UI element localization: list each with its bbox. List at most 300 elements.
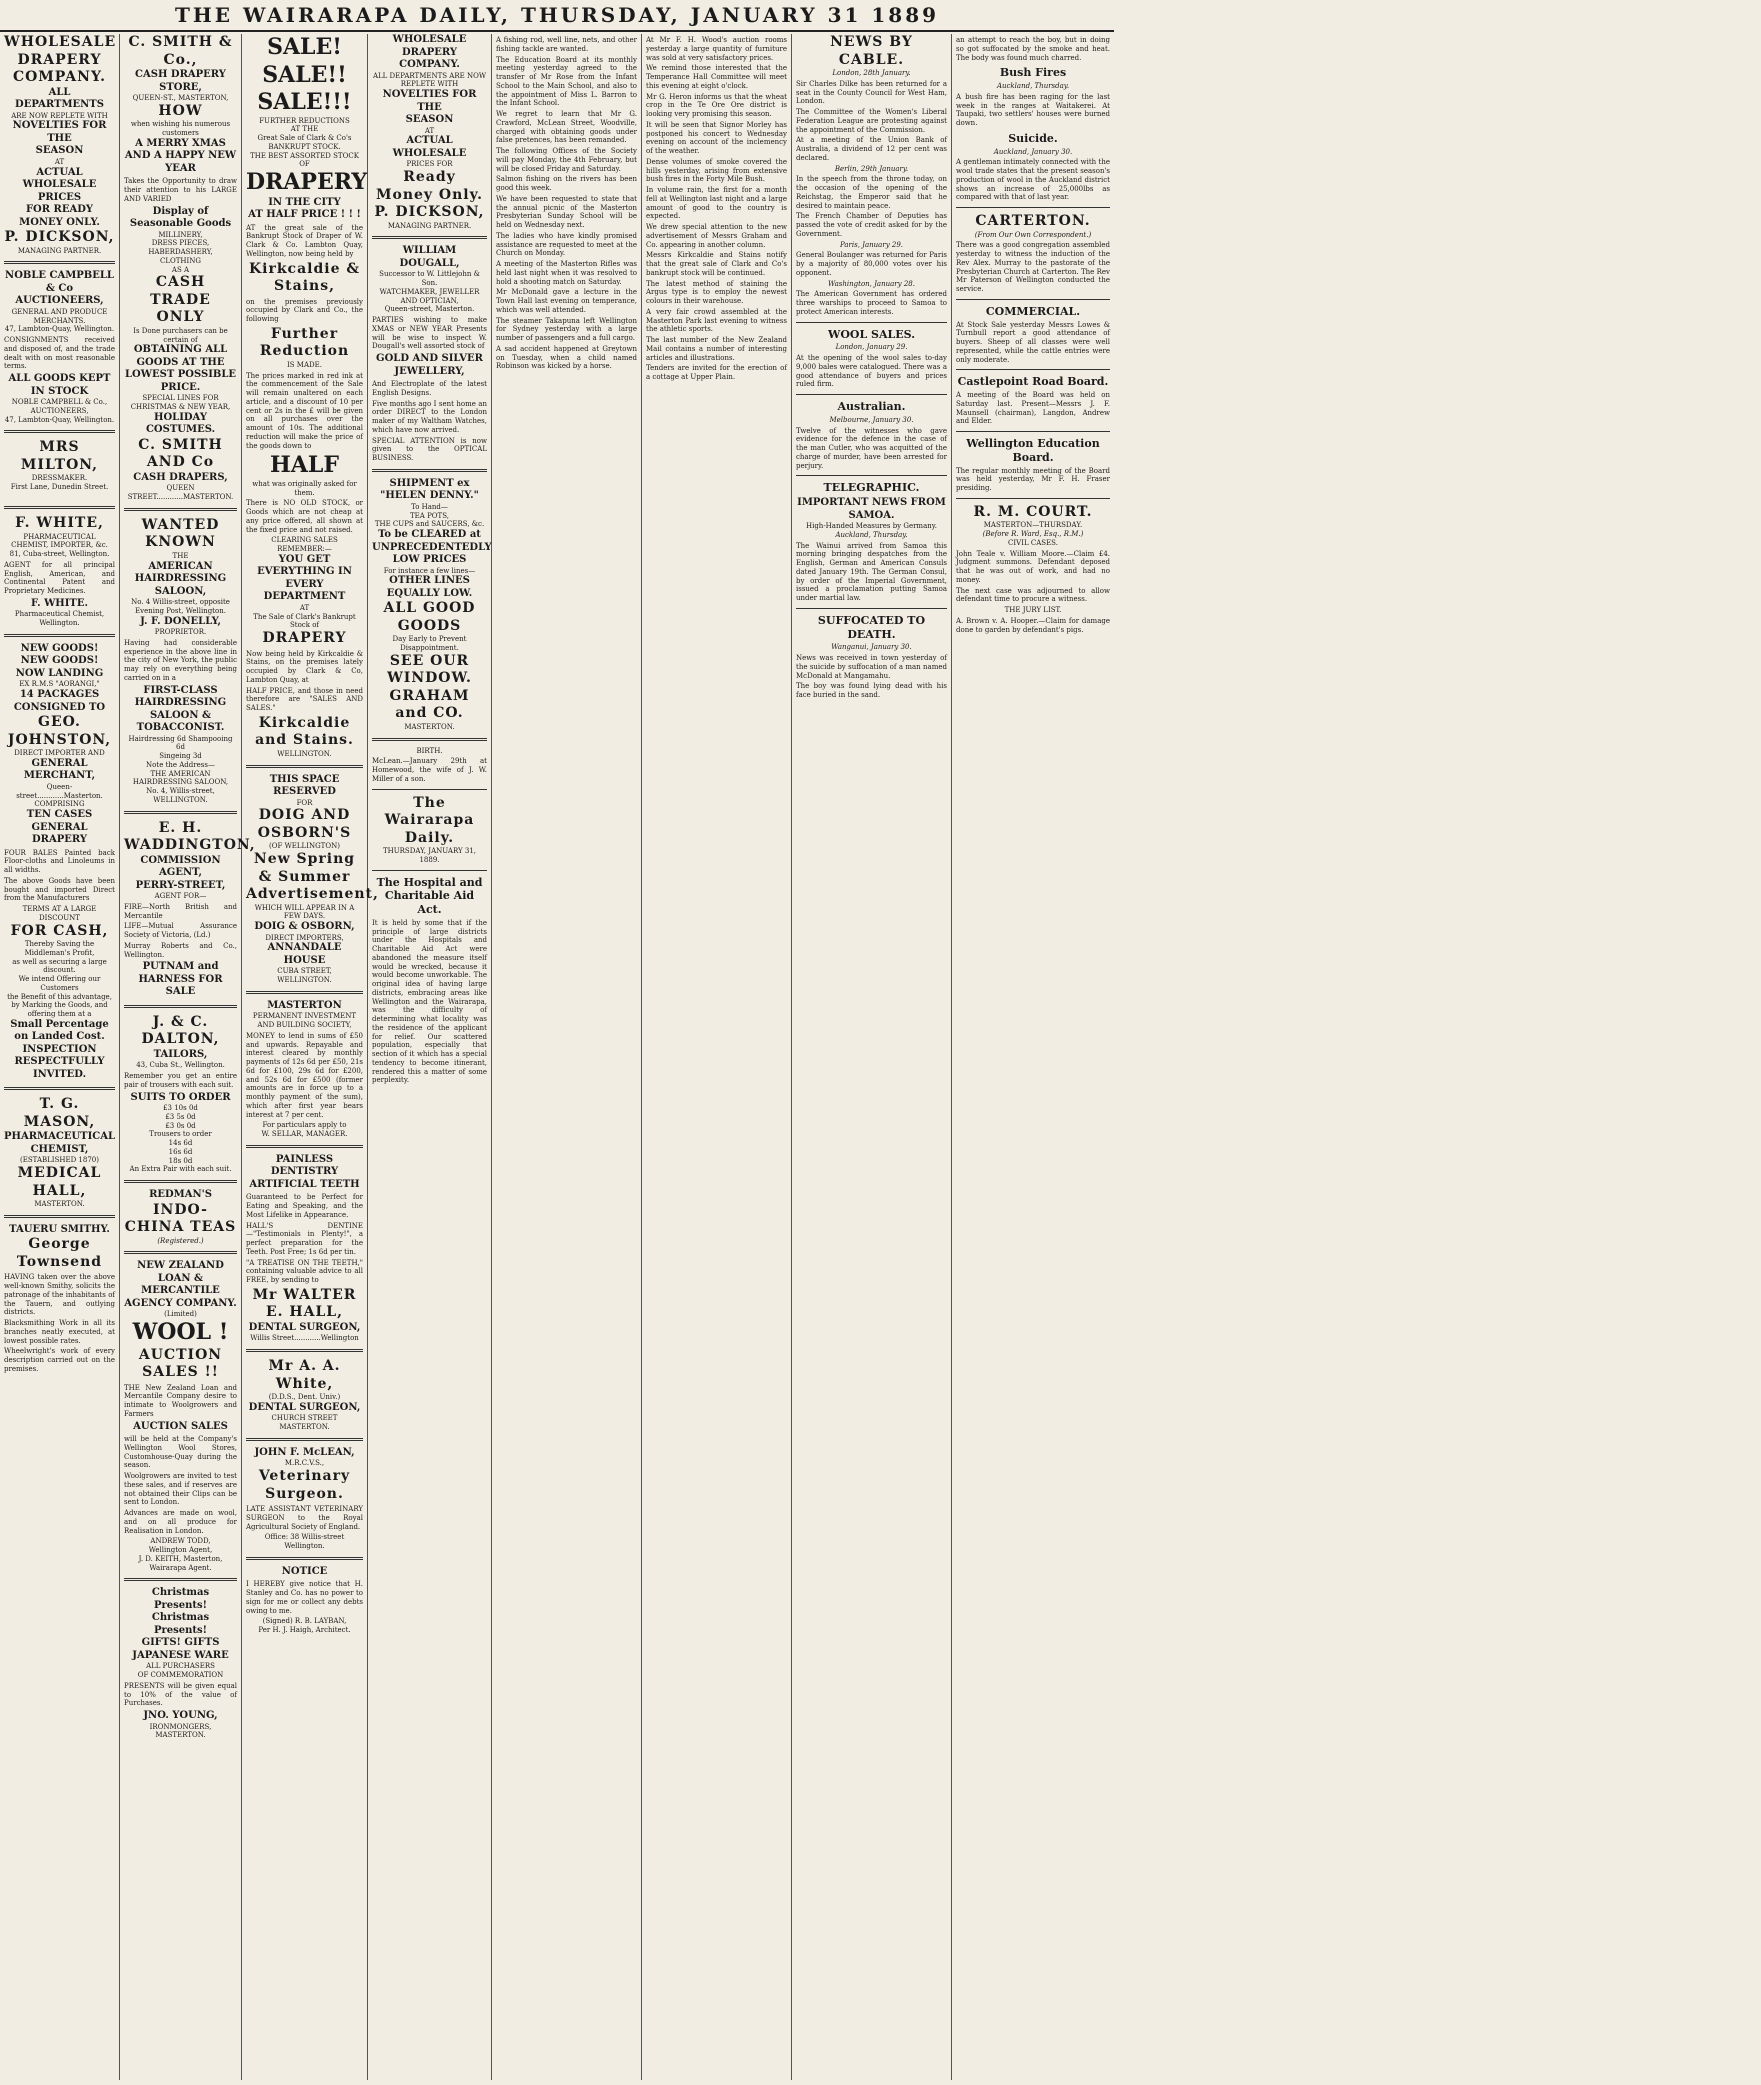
section-heading: COMMERCIAL.: [985, 304, 1081, 318]
ad-line: WELLINGTON.: [277, 749, 332, 758]
section-subheading: IMPORTANT NEWS FROM SAMOA.: [797, 497, 946, 521]
news-paragraph: We remind those interested that the Temperance Hall Committee will meet this evening at eight o'clock.: [646, 64, 787, 90]
ad-line: COMMISSION AGENT,: [140, 854, 221, 878]
ad-body: Remember you get an entire pair of trousers with each suit.: [124, 1072, 237, 1089]
ad-line: GIFTS! GIFTS: [141, 1637, 220, 1649]
news-paragraph: The Education Board at its monthly meeting yesterday agreed to the transfer of Mr Rose from the Infant School to the Main School, and also to the appointment of Miss L. Barron to the Infant School.: [496, 55, 637, 108]
news-paragraph: A fishing rod, well line, nets, and other fishing tackle are wanted.: [496, 36, 637, 53]
ad-line: INVITED.: [32, 1068, 87, 1080]
ad-name: Mr WALTER E. HALL,: [252, 1286, 357, 1321]
ad-line: Is Done purchasers can be certain of: [133, 326, 228, 344]
column-7: [792, 34, 952, 2080]
ad-body: Wheelwright's work of every description carried out on the premises.: [4, 1347, 115, 1373]
ad-line: QUEEN-ST., MASTERTON,: [132, 94, 229, 102]
news-paragraph: The next case was adjourned to allow defendant time to procure a witness.: [956, 586, 1110, 604]
article-heading: The Hospital and Charitable Aid Act.: [376, 875, 483, 916]
news-paragraph: Salmon fishing on the rivers has been good this week.: [496, 175, 637, 192]
ad-line: WHICH WILL APPEAR IN A FEW DAYS.: [254, 903, 355, 921]
ad-body: HALF PRICE, and those in need therefore are "SALES AND SALES.": [246, 686, 363, 712]
news-paragraph: News was received in town yesterday of the suicide by suffocation of a man named McDonald at Mangamahu.: [796, 654, 947, 680]
ad-line: PRICES: [37, 191, 82, 203]
ad-line: EX R.M.S "AORANGI,": [19, 680, 100, 689]
ad-line: NOVELTIES FOR THE: [382, 89, 477, 113]
divider: [372, 236, 487, 239]
price-value: £3 10s 0d: [163, 1104, 198, 1112]
ad-line: Wellington Agent,: [148, 1546, 213, 1554]
ad-name: F. WHITE.: [31, 597, 88, 609]
ad-title: NEW GOODS!: [20, 642, 99, 654]
news-paragraph: Mr G. Heron informs us that the wheat crop in the Te Ore Ore district is looking very promising this season.: [646, 92, 787, 118]
ad-line: W. SELLAR, MANAGER.: [261, 1130, 348, 1138]
ad-line: Day Early to Prevent Disappointment.: [392, 635, 467, 652]
ad-line: CLOTHING: [160, 256, 201, 265]
ad-name: MRS MILTON,: [20, 439, 99, 473]
ad-line: FOR READY MONEY ONLY.: [19, 204, 100, 228]
ad-line: CHURCH STREET MASTERTON.: [271, 1414, 338, 1431]
ad-line: IRONMONGERS, MASTERTON.: [149, 1722, 212, 1740]
ad-name: GEO. JOHNSTON,: [7, 714, 112, 748]
ad-body: Now being held by Kirkcaldie & Stains, on the premises lately occupied by Clark & Co, Lambton Quay, at: [246, 649, 363, 684]
ad-body: SPECIAL ATTENTION is now given to the OPTICAL BUSINESS.: [372, 436, 487, 462]
divider: [246, 1349, 363, 1352]
news-paragraph: Dense volumes of smoke covered the hills yesterday, arising from extensive bush fires in the Forty Mile Bush.: [646, 157, 787, 184]
news-paragraph: The regular monthly meeting of the Board was held yesterday, Mr F. H. Fraser presiding.: [956, 466, 1110, 492]
ad-line: THE AMERICAN HAIRDRESSING SALOON,: [132, 769, 229, 787]
ad-line: CLEARING SALES: [271, 536, 338, 545]
ad-line: DIRECT IMPORTERS,: [265, 933, 344, 942]
ad-name: REDMAN'S: [149, 1189, 212, 1200]
divider: [372, 738, 487, 741]
price-value: £3 5s 0d: [165, 1112, 196, 1121]
ad-line: PERRY-STREET,: [135, 879, 226, 891]
ad-line: WELLINGTON.: [153, 795, 208, 804]
news-paragraph: Sir Charles Dilke has been returned for a seat in the County Council for West Ham, London.: [796, 79, 947, 106]
news-paragraph: In the speech from the throne today, on the occasion of the opening of the Reichstag, the Emperor said that he desired to maintain peace.: [796, 175, 947, 210]
ad-line: FOR: [296, 798, 313, 807]
ad-line: TEN CASES GENERAL DRAPERY: [26, 809, 93, 846]
ad-line: GOLD AND SILVER JEWELLERY,: [376, 353, 483, 377]
ad-line: J. D. KEITH, Masterton, Wairarapa Agent.: [138, 1554, 223, 1572]
ad-title: DRAPERY: [262, 630, 347, 646]
ad-line: AT: [424, 126, 435, 135]
ad-line: PRICES FOR: [406, 160, 453, 169]
ad-line: IN THE CITY: [268, 196, 341, 208]
section-subheading: CIVIL CASES.: [1008, 538, 1058, 547]
ad-line: HABERDASHERY,: [148, 248, 213, 256]
ad-title: SEE OUR WINDOW.: [387, 652, 472, 687]
divider: [372, 469, 487, 472]
column-2: [120, 34, 256, 2080]
ad-line: ALL GOODS KEPT IN STOCK: [8, 373, 111, 397]
ad-line: Pharmaceutical Chemist, Wellington.: [14, 610, 105, 628]
editorial-masthead: The Wairarapa Daily.: [384, 794, 475, 846]
ad-line: For instance a few lines—: [383, 566, 476, 575]
price-value: 3d: [192, 752, 202, 760]
divider: [4, 1215, 115, 1218]
divider: [4, 506, 115, 509]
ad-body: Woolgrowers are invited to test these sales, and if reserves are not obtained their Clips can be sent to London.: [124, 1472, 237, 1507]
ad-line: Willis Street............Wellington: [250, 1334, 359, 1343]
ad-line: DENTAL SURGEON,: [248, 1321, 361, 1333]
ad-line: IS MADE.: [287, 360, 322, 369]
ad-body: Guaranteed to be Perfect for Eating and Speaking, and the Most Lifelike in Appearance.: [246, 1193, 363, 1219]
column-4: [368, 34, 492, 2080]
ad-title: SALE!!!: [257, 89, 352, 115]
section-heading: TELEGRAPHIC.: [823, 481, 920, 495]
news-paragraph: A meeting of the Masterton Rifles was held last night when it was resolved to hold a shooting match on Saturday.: [496, 260, 637, 286]
ad-line: WATCHMAKER, JEWELLER AND OPTICIAN,: [379, 287, 480, 305]
ad-body: Advances are made on wool, and on all produce for Realisation in London.: [124, 1509, 237, 1535]
news-paragraph: John Teale v. William Moore.—Claim £4. Judgment summons. Defendant deposed that he was out of work, and had no money.: [956, 549, 1110, 584]
ad-line: Great Sale of Clark & Co's: [257, 134, 352, 142]
divider: [796, 475, 947, 476]
ad-line: (Signed) R. B. LAYBAN,: [262, 1617, 347, 1626]
ad-body: The prices marked in red ink at the commencement of the Sale will remain unaltered on each article, and a discount of 10 per cent or 2s in the £ will be given on all purchases over the amount of 10s. The additional reduction will make the price of the goods down to: [246, 371, 363, 450]
news-paragraph: The steamer Takapuna left Wellington for Sydney yesterday with a large number of passengers and a full cargo.: [496, 316, 637, 342]
column-8: [952, 34, 1114, 2080]
notice-body: McLean.—January 29th at Homewood, the wife of J. W. Miller of a son.: [372, 757, 487, 783]
ad-line: Display of Seasonable Goods: [129, 205, 232, 229]
ad-line: SEASON: [35, 145, 84, 157]
ad-body: LATE ASSISTANT VETERINARY SURGEON to the Royal Agricultural Society of England.: [246, 1505, 363, 1531]
ad-line: TEA POTS,: [410, 511, 449, 520]
divider: [956, 369, 1110, 370]
section-heading: BIRTH.: [416, 746, 443, 755]
ad-line: Note the Address—: [146, 760, 215, 769]
ad-title: MEDICAL HALL,: [17, 1165, 102, 1199]
divider: [956, 207, 1110, 208]
ad-body: Five months ago I sent home an order DIRECT to the London maker of my Waltham Watches, which have now arrived.: [372, 399, 487, 434]
price-label: Hairdressing: [128, 734, 175, 743]
dateline: Melbourne, January 30.: [829, 415, 914, 424]
section-subheading: High-Handed Measures by Germany.: [805, 522, 937, 530]
news-paragraph: Messrs Kirkcaldie and Stains notify that the great sale of Clark and Co's bankrupt stock will be continued.: [646, 251, 787, 277]
ad-name: DOIG & OSBORN,: [254, 921, 355, 932]
section-heading: R. M. COURT.: [973, 503, 1093, 520]
ad-line: TAILORS,: [153, 1048, 208, 1060]
news-paragraph: General Boulanger was returned for Paris by a majority of 80,000 votes over his opponent.: [796, 251, 947, 277]
ad-line: Small Percentage on Landed Cost.: [10, 1018, 109, 1043]
ad-line: the Benefit of this advantage, by Marking the Goods, and offering them at a: [7, 992, 112, 1019]
ad-line: AT: [299, 603, 310, 612]
ad-line: To be CLEARED at UNPRECEDENTEDLY LOW PRICES: [372, 529, 492, 565]
news-paragraph: It will be seen that Signor Morley has postponed his concert to Wednesday evening on account of the inclemency of the weather.: [646, 120, 787, 155]
ad-title: ALL GOOD GOODS: [383, 600, 476, 634]
ad-title: NOTICE: [281, 1565, 328, 1577]
ad-line: We intend Offering our Customers: [18, 975, 101, 992]
ad-line: MANAGING PARTNER.: [387, 221, 472, 230]
ad-name: J. F. DONELLY,: [140, 615, 221, 627]
article-filler: [372, 1087, 487, 1095]
ad-body: CONSIGNMENTS received and disposed of, and the trade dealt with on most reasonable terms.: [4, 336, 115, 371]
ad-line: ALL PURCHASERS: [146, 1662, 215, 1671]
ad-line: ACTUAL WHOLESALE: [22, 166, 97, 190]
ad-title: SALE!!: [262, 61, 347, 88]
ad-line: OTHER LINES EQUALLY LOW.: [386, 575, 473, 599]
news-paragraph: A. Brown v. A. Hooper.—Claim for damage done to garden by defendant's pigs.: [956, 616, 1110, 634]
ad-line: CASH DRAPERY STORE,: [135, 69, 226, 93]
ad-body: PRESENTS will be given equal to 10% of the value of Purchases.: [124, 1681, 237, 1708]
divider: [372, 789, 487, 790]
ad-body: AT the great sale of the Bankrupt Stock of Draper of W. Clark & Co. Lambton Quay, Wellington, now being held by: [246, 223, 363, 258]
ad-title: SALE!: [267, 34, 342, 60]
divider: [124, 811, 237, 814]
column-5: [492, 34, 642, 2080]
ad-name: MASTERTON: [267, 999, 342, 1011]
news-paragraph: A meeting of the Board was held on Saturday last. Present—Messrs J. F. Maunsell (chairman), Langdon, Andrew and Elder.: [956, 391, 1110, 426]
news-paragraph: We drew special attention to the new advertisement of Messrs Graham and Co. appearing in another column.: [646, 223, 787, 249]
news-paragraph: Twelve of the witnesses who gave evidence for the defence in the case of the man Cutler, who was acquitted of the charge of murder, have been arrested for perjury.: [796, 426, 947, 470]
dateline: Auckland, Thursday.: [835, 530, 908, 539]
ad-body: PARTIES wishing to make XMAS or NEW YEAR Presents will be wise to inspect W. Dougall's well assorted stock of: [372, 316, 487, 351]
ad-name: J. & C. DALTON,: [141, 1013, 220, 1048]
divider: [124, 1180, 237, 1183]
editorial-date: THURSDAY, JANUARY 31, 1889.: [382, 847, 477, 864]
divider: [246, 765, 363, 768]
ad-line: FIRST-CLASS HAIRDRESSING SALOON & TOBACCONIST.: [134, 684, 227, 733]
ad-line: as well as securing a large discount.: [12, 957, 107, 975]
news-paragraph: The American Government has ordered three warships to proceed to Samoa to protect American interests.: [796, 290, 947, 316]
ad-name: P. DICKSON,: [374, 204, 485, 220]
ad-line: (Registered.): [157, 1236, 204, 1245]
ad-title: WHOLESALE: [4, 34, 117, 50]
ad-line: SPECIAL LINES FOR CHRISTMAS & NEW YEAR,: [130, 394, 231, 411]
ad-body: LIFE—Mutual Assurance Society of Victoria, (Ld.): [124, 922, 237, 939]
ad-line: what was originally asked for them.: [252, 479, 357, 497]
ad-body: HALL'S DENTINE—"Testimonials in Plenty!", a perfect preparation for the Teeth. Post Free; 1s 6d per tin.: [246, 1221, 363, 1256]
section-heading: Wellington Education Board.: [966, 437, 1100, 464]
ad-body: FOUR BALES Painted back Floor-cloths and Linoleums in all widths.: [4, 848, 115, 875]
ad-line: 14 PACKAGES CONSIGNED TO: [13, 689, 106, 713]
ad-line: NOW LANDING: [15, 667, 104, 679]
ad-body: will be held at the Company's Wellington Wool Stores, Customhouse-Quay during the season.: [124, 1435, 237, 1470]
ad-name: Kirkcaldie and Stains.: [255, 714, 354, 749]
section-heading: SUFFOCATED TO DEATH.: [817, 613, 926, 641]
news-paragraph: The ladies who have kindly promised assistance are requested to meet at the Church on Monday.: [496, 231, 637, 258]
news-paragraph: A gentleman intimately connected with the wool trade states that the present season's production of wool in the Auckland district shows an increase of 25,000lbs as compared with that of last year.: [956, 158, 1110, 202]
column-3: [242, 34, 379, 2080]
dateline: Berlin, 29th January.: [834, 164, 909, 173]
ad-title: WOOL !: [132, 1319, 229, 1345]
ad-line: GENERAL MERCHANT,: [23, 757, 96, 782]
news-paragraph: Tenders are invited for the erection of a cottage at Upper Plain.: [646, 364, 787, 381]
ad-line: PERMANENT INVESTMENT AND BUILDING SOCIETY,: [252, 1012, 357, 1029]
ad-line: Queen-street............Masterton.: [16, 782, 103, 800]
ad-name: JOHN F. McLEAN,: [254, 1446, 355, 1458]
ad-name: JNO. YOUNG,: [143, 1710, 218, 1721]
ad-line: DRESSMAKER.: [31, 474, 88, 483]
news-paragraph: an attempt to reach the boy, but in doing so got suffocated by the smoke and heat. The body was found much charred.: [956, 36, 1110, 62]
ad-title: TAUERU SMITHY.: [9, 1223, 110, 1235]
ad-line: AUCTIONEERS,: [15, 295, 104, 307]
ad-name: E. H. WADDINGTON,: [124, 819, 256, 853]
ad-body: Blacksmithing Work in all its branches neatly executed, at lowest possible rates.: [4, 1319, 115, 1345]
section-heading: Australian.: [837, 400, 906, 413]
news-paragraph: We have been requested to state that the annual picnic of the Masterton Presbyterian Sunday School will be held on Wednesday next.: [496, 194, 637, 229]
ad-title: Christmas Presents!: [151, 1587, 210, 1611]
ad-line: (OF WELLINGTON): [269, 842, 340, 851]
column-6: [642, 34, 792, 2080]
ad-line: SUITS TO ORDER: [130, 1091, 231, 1103]
ad-name: Mr A. A. White,: [268, 1358, 341, 1392]
section-subheading: THE JURY LIST.: [1004, 606, 1062, 614]
ad-body: I HEREBY give notice that H. Stanley and Co. has no power to sign for me or collect any debts owing to me.: [246, 1580, 363, 1615]
section-heading: Bush Fires: [999, 66, 1067, 80]
ad-line: No. 4 Willis-street, opposite Evening Post, Wellington.: [131, 598, 230, 615]
divider: [796, 322, 947, 323]
ad-line: REMEMBER:—: [277, 545, 332, 553]
ad-name: WILLIAM DOUGALL,: [399, 245, 460, 269]
ad-line: The Sale of Clark's Bankrupt Stock of: [253, 612, 356, 630]
price-label: Shampooing: [188, 734, 233, 743]
ad-line: YOU GET EVERYTHING IN EVERY DEPARTMENT: [257, 553, 352, 603]
ad-line: First Lane, Dunedin Street.: [10, 483, 109, 491]
ad-title: AUCTION SALES !!: [138, 1346, 223, 1380]
ad-line: 47, Lambton-Quay, Wellington.: [4, 415, 115, 424]
ad-body: MONEY to lend in sums of £50 and upwards. Repayable and interest cleared by monthly payments of 12s 6d per £50, 21s 6d for £100, 29s 6d for £200, and 52s 6d for £500 (former amounts are in force up to a monthly payment of the sum), which after first year bears interest at 7 per cent.: [246, 1031, 363, 1119]
news-paragraph: The French Chamber of Deputies has passed the vote of credit asked for by the Government.: [796, 212, 947, 238]
news-paragraph: At Mr F. H. Wood's auction rooms yesterday a large quantity of furniture was sold at very satisfactory prices.: [646, 36, 787, 62]
news-paragraph: Mr McDonald gave a lecture in the Town Hall last evening on temperance, which was well attended.: [496, 288, 637, 314]
divider: [372, 870, 487, 871]
news-paragraph: A very fair crowd assembled at the Masterton Park last evening to witness the athletic sports.: [646, 307, 787, 334]
ad-line: THE BEST ASSORTED STOCK: [250, 151, 359, 160]
ad-line: ANNANDALE HOUSE: [267, 942, 342, 966]
ad-body: The above Goods have been bought and imported Direct from the Manufacturers: [4, 876, 115, 903]
ad-line: SHIPMENT ex "HELEN DENNY.": [380, 477, 479, 502]
ad-name: T. G. MASON,: [23, 1096, 96, 1130]
news-paragraph: A bush fire has been raging for the last week in the ranges at Waitakerei. At Taupaki, two settlers' houses were burned down.: [956, 92, 1110, 127]
ad-line: WELLINGTON.: [277, 976, 332, 984]
ad-title: COMPANY.: [399, 59, 460, 70]
ad-line: Office: 38 Willis-street Wellington.: [264, 1533, 345, 1550]
ad-line: COMPRISING: [34, 800, 85, 809]
dateline: (From Our Own Correspondent.): [974, 230, 1092, 239]
ad-line: (ESTABLISHED 1870): [20, 1156, 99, 1165]
ad-name: DOIG AND OSBORN'S: [257, 807, 352, 841]
ad-line: TERMS AT A LARGE DISCOUNT: [22, 905, 97, 922]
section-heading: WOOL SALES.: [827, 327, 916, 341]
divider: [124, 1005, 237, 1008]
ad-line: DIRECT IMPORTER AND: [14, 749, 105, 758]
ad-line: GENERAL AND PRODUCE MERCHANTS.: [11, 307, 108, 325]
ad-line: PHARMACEUTICAL CHEMIST, IMPORTER, &c.: [11, 532, 108, 550]
ad-line: ARE NOW REPLETE WITH: [11, 111, 108, 120]
price-value: 6d: [177, 734, 186, 743]
news-paragraph: We regret to learn that Mr G. Crawford, McLean Street, Woodville, charged with obtaining goods under false pretences, has been remanded.: [496, 110, 637, 145]
news-paragraph: The Committee of the Women's Liberal Federation League are protesting against the appointment of the Commission.: [796, 108, 947, 134]
divider: [4, 1087, 115, 1090]
ad-line: 81, Cuba-street, Wellington.: [9, 550, 110, 559]
ad-name: NEW ZEALAND LOAN & MERCANTILE AGENCY COMPANY.: [124, 1260, 237, 1309]
section-heading: Suicide.: [1008, 131, 1058, 145]
section-heading: NEWS BY CABLE.: [830, 34, 913, 68]
divider: [4, 261, 115, 264]
ad-line: MASTERTON.: [34, 1200, 85, 1209]
ad-title: HOW: [158, 102, 203, 119]
divider: [246, 1438, 363, 1441]
section-heading: Castlepoint Road Board.: [957, 375, 1109, 389]
divider: [124, 1578, 237, 1581]
divider: [246, 991, 363, 994]
ad-line: AMERICAN HAIRDRESSING: [134, 560, 227, 584]
ad-body: Murray Roberts and Co., Wellington.: [124, 941, 237, 959]
ad-title: HALF: [270, 452, 339, 479]
price-row: [124, 735, 237, 753]
divider: [796, 394, 947, 395]
ad-name: Kirkcaldie & Stains,: [248, 260, 360, 294]
ad-line: M.R.C.V.S.,: [284, 1459, 325, 1468]
ad-line: ALL DEPARTMENTS ARE NOW REPLETE WITH: [372, 71, 487, 89]
price-value: £3 0s 0d: [165, 1121, 196, 1130]
divider: [124, 1251, 237, 1254]
ad-title: Veterinary Surgeon.: [258, 1468, 351, 1502]
ad-name: George Townsend: [16, 1236, 103, 1270]
ad-body: FIRE—North British and Mercantile: [124, 902, 237, 920]
ad-line: MILLINERY,: [158, 230, 203, 239]
ad-line: OF: [299, 160, 310, 169]
ad-body: "A TREATISE ON THE TEETH," containing valuable advice to all FREE, by sending to: [246, 1258, 363, 1284]
ad-body: AGENT for all principal English, American, and Continental Patent and Proprietary Medicines.: [4, 560, 115, 596]
masthead: THE WAIRARAPA DAILY, THURSDAY, JANUARY 31 1889: [0, 0, 1114, 32]
ad-line: NOBLE CAMPBELL & Co.,: [11, 398, 108, 406]
news-paragraph: At a meeting of the Union Bank of Australia, a dividend of 12 per cent was declared.: [796, 136, 947, 162]
ad-line: DENTAL SURGEON,: [248, 1401, 361, 1413]
ad-line: To Hand—: [411, 502, 448, 511]
ad-line: PHARMACEUTICAL CHEMIST,: [4, 1131, 116, 1155]
ad-title: Advertisement,: [246, 886, 379, 902]
ad-name: NOBLE CAMPBELL & Co: [5, 270, 114, 294]
article-filler: [4, 492, 115, 500]
ad-line: Queen-street, Masterton.: [384, 305, 475, 314]
ad-body: And Electroplate of the latest English Designs.: [372, 380, 487, 397]
ad-line: AGENT FOR—: [154, 892, 207, 900]
ad-body: on the premises previously occupied by Clark and Co., the following: [246, 297, 363, 323]
ad-title: DRAPERY: [401, 46, 458, 58]
ad-name: P. DICKSON,: [4, 229, 115, 245]
news-paragraph: A sad accident happened at Greytown on Tuesday, when a child named Robinson was kicked by a horse.: [496, 344, 637, 371]
dateline: Wanganui, January 30.: [831, 643, 912, 652]
ad-line: OBTAINING ALL GOODS AT THE LOWEST POSSIBLE PRICE.: [125, 344, 236, 393]
ad-line: (D.D.S., Dent. Univ.): [268, 1393, 341, 1401]
ad-line: AS A: [171, 265, 190, 274]
ad-line: AT HALF PRICE ! ! !: [248, 209, 361, 220]
ad-line: Successor to W. Littlejohn & Son.: [379, 270, 480, 287]
ad-line: DRESS PIECES,: [151, 239, 210, 248]
ad-body: Having had considerable experience in the above line in the city of New York, the public may rely on everything being carried on in a: [124, 638, 237, 682]
ad-line: PUTNAM and HARNESS FOR SALE: [138, 961, 223, 998]
ad-title: CASH TRADE ONLY: [150, 274, 211, 326]
divider: [4, 634, 115, 637]
ad-line: AT: [54, 157, 65, 166]
ad-line: Thereby Saving the Middleman's Profit,: [24, 940, 95, 957]
price-label: Singeing: [159, 752, 191, 760]
ad-line: Per H. J. Haigh, Architect.: [258, 1626, 351, 1634]
ad-title: FOR CASH,: [10, 922, 109, 939]
ad-line: SALOON,: [154, 585, 207, 597]
ad-title: DRAPERY: [246, 169, 368, 195]
ad-line: 47, Lambton-Quay, Wellington.: [4, 325, 115, 334]
dateline: Auckland, Thursday.: [996, 82, 1070, 90]
dateline: London, January 29.: [835, 343, 908, 352]
ad-title: WANTED KNOWN: [141, 516, 220, 551]
divider: [246, 1145, 363, 1148]
ad-line: An Extra Pair with each suit.: [129, 1165, 232, 1174]
ad-line: No. 4, Willis-street,: [146, 787, 215, 795]
ad-line: PROPRIETOR.: [154, 628, 207, 636]
ad-line: AUCTIONEERS,: [30, 406, 89, 415]
news-paragraph: At the opening of the wool sales to-day 9,000 bales were catalogued. There was a good attendance of buyers and prices ruled firm.: [796, 354, 947, 389]
